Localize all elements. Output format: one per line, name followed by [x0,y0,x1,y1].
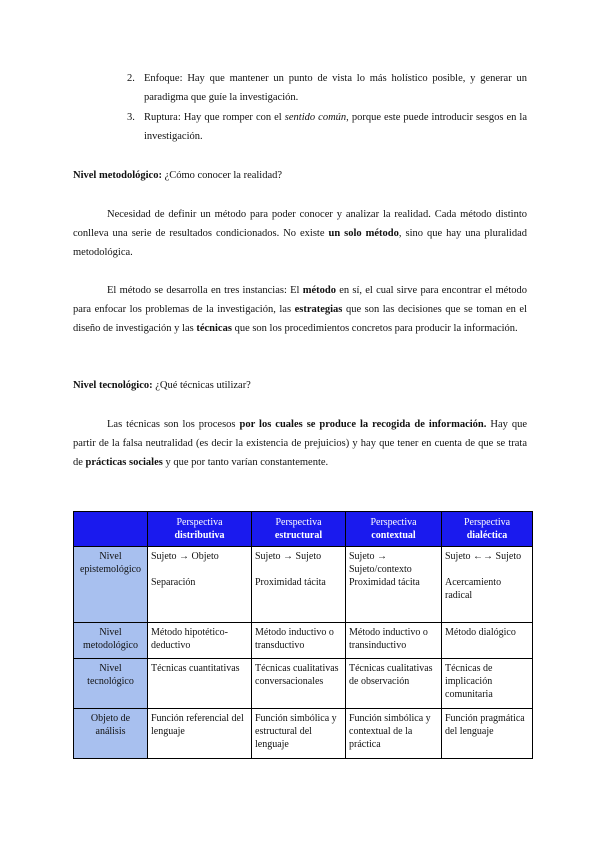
table-cell: Método dialógico [442,623,533,659]
table-cell: Técnicas cualitativas de observación [346,659,442,709]
italic-term: sentido común [284,112,347,123]
table-cell: Función pragmática del lenguaje [442,709,533,759]
table-cell: Función simbólica y contextual de la práctica [346,709,442,759]
table-row [74,623,533,659]
list-number-3: 3. [127,112,135,123]
section-heading-metodologico [73,166,527,185]
table-corner-cell [74,512,148,547]
heading-question: ¿Qué técnicas utilizar? [152,380,251,391]
table-cell: Sujeto ←→ Sujeto Acercamiento radical [442,547,533,623]
table-cell: Función simbólica y estructural del lenguaje [252,709,346,759]
perspectives-table [73,511,533,759]
table-cell: Método inductivo o transinductivo [346,623,442,659]
table-cell: Técnicas cualitativas conversacionales [252,659,346,709]
list-item-ruptura: Ruptura: Hay que romper con el sentido común, porque este puede introducir sesgos en la investigación. [144,112,528,142]
table-cell: Método hipotético-deductivo [148,623,252,659]
table-row [74,547,533,623]
table-cell: Sujeto → Objeto Separación [148,547,252,623]
table-header-row [74,512,533,547]
table-row [74,709,533,759]
list-number-2: 2. [127,73,135,84]
section-heading-tecnologico [73,376,527,395]
table-cell: Sujeto → Sujeto Proximidad tácita [252,547,346,623]
row-header: Objeto de análisis [74,709,148,759]
heading-label: Nivel metodológico: [73,170,162,181]
row-header: Nivel metodológico [74,623,148,659]
row-header: Nivel tecnológico [74,659,148,709]
paragraph-metodo-2: El método se desarrolla en tres instancias: El método en sí, el cual sirve para encontrar el método para enfocar los problemas de la investigación, las estrategias que son las decisiones que se toman en el diseño de investigación y las técnicas que son los procedimientos concretos para producir la información. [73,285,528,334]
table-cell: Técnicas de implicación comunitaria [442,659,533,709]
column-header: Perspectiva estructural [252,512,346,547]
row-header: Nivel epistemológico [74,547,148,623]
list-item-text: Hay que mantener un punto de vista lo más holístico posible, y generar un paradigma que guíe la investigación. [144,73,528,103]
table-cell: Sujeto → Sujeto/contexto Proximidad tácita [346,547,442,623]
table-cell: Función referencial del lenguaje [148,709,252,759]
heading-question: ¿Cómo conocer la realidad? [161,170,283,181]
heading-label: Nivel tecnológico: [73,380,153,391]
paragraph-tecnicas: Las técnicas son los procesos por los cuales se produce la recogida de información. Hay que partir de la falsa neutralidad (es decir la existencia de prejuicios) y hay que tener en cuenta de que se trata de prácticas sociales y que por tanto varían constantemente. [73,419,528,468]
list-item-label: Ruptura: [144,112,181,123]
column-header: Perspectiva distributiva [148,512,252,547]
column-header: Perspectiva contextual [346,512,442,547]
table-row [74,659,533,709]
table-cell: Técnicas cuantitativas [148,659,252,709]
table-cell: Método inductivo o transductivo [252,623,346,659]
list-item-enfoque [144,69,527,107]
column-header: Perspectiva dialéctica [442,512,533,547]
paragraph-metodo-1: Necesidad de definir un método para poder conocer y analizar la realidad. Cada método distinto conlleva una serie de resultados condicionados. No existe un solo método, sino que hay una pluralidad metodológica. [73,209,527,258]
list-item-label: Enfoque: [144,73,183,84]
